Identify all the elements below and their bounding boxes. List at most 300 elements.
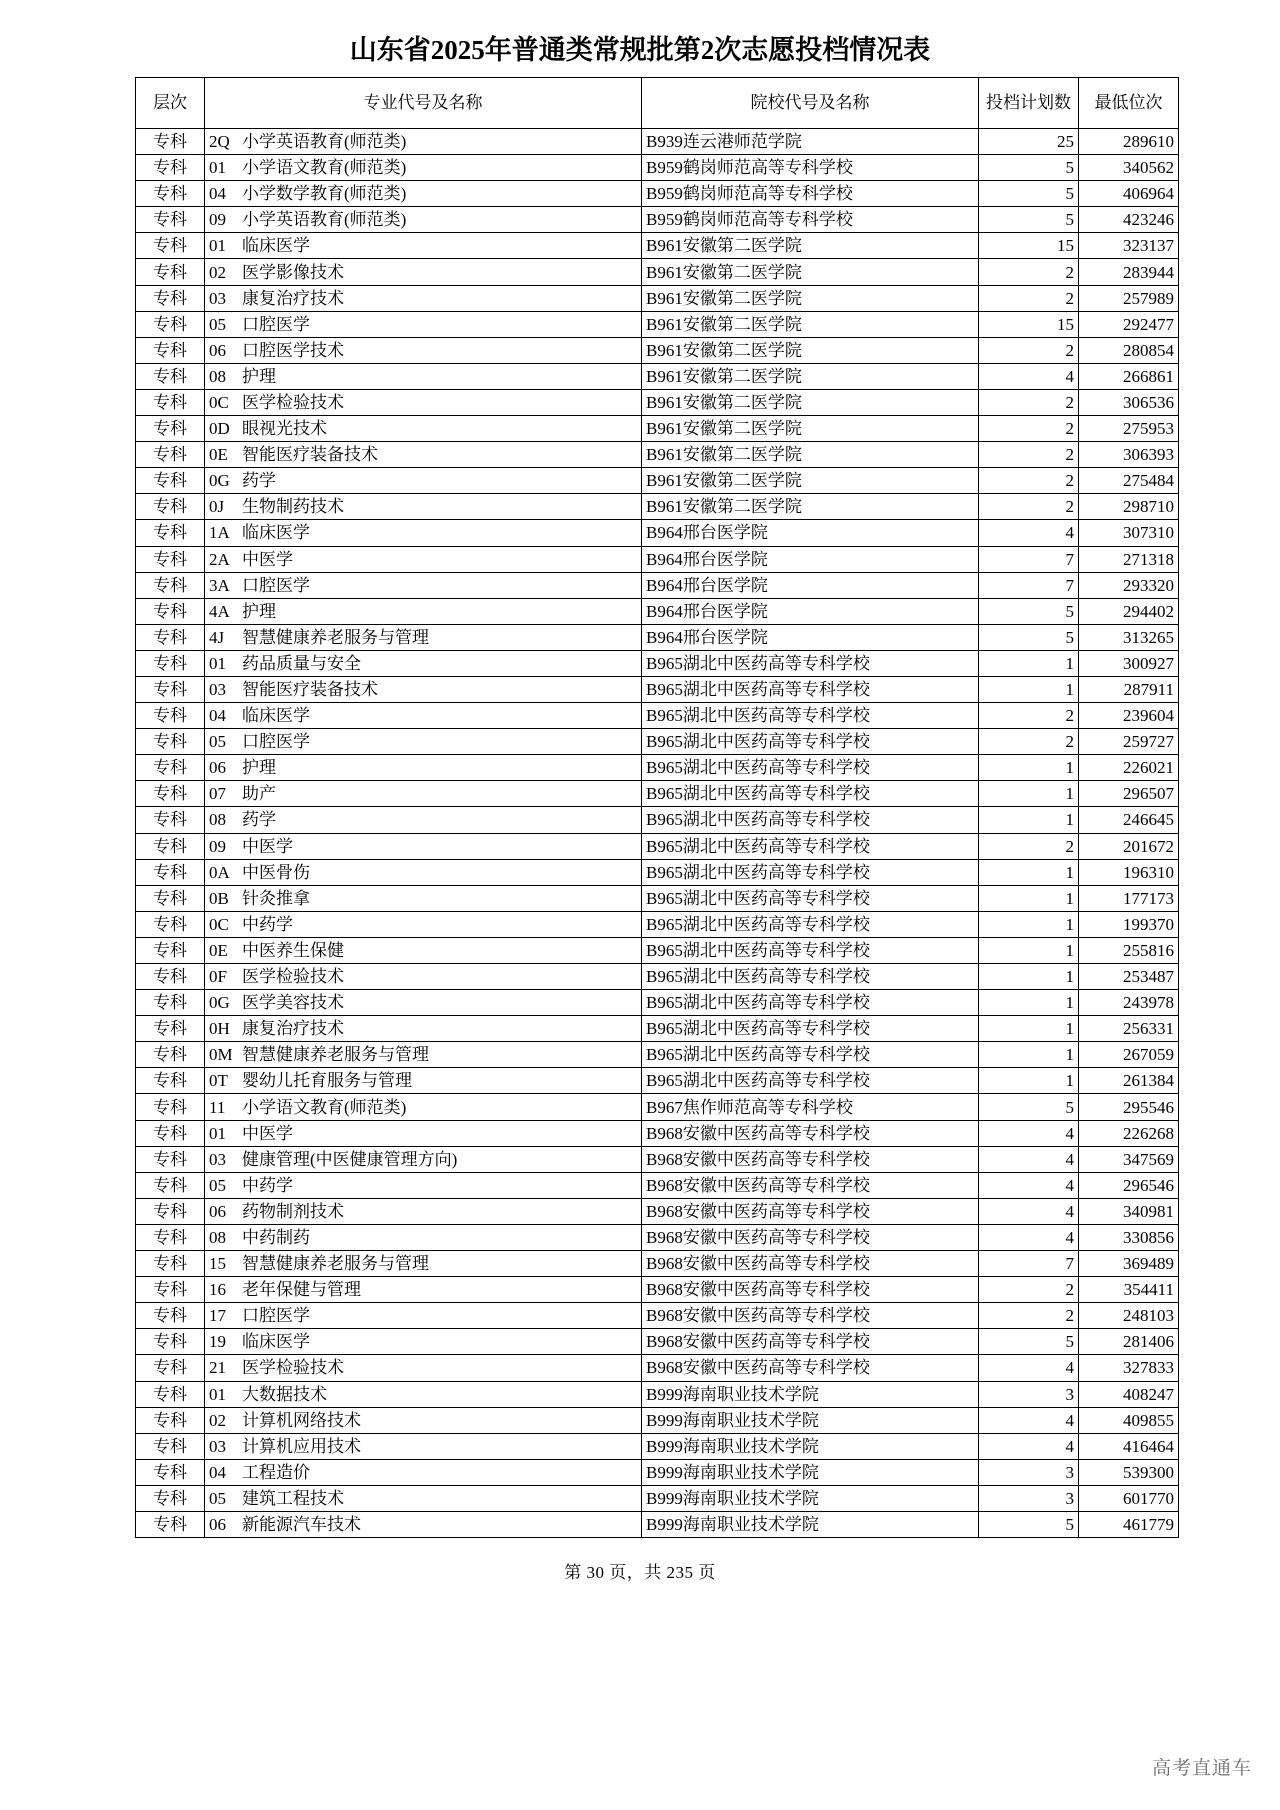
cell-school: B968安徽中医药高等专科学校 [642,1329,979,1355]
major-name: 中医学 [242,836,293,856]
cell-level: 专科 [136,807,205,833]
major-code: 05 [209,1175,226,1195]
major-code: 05 [209,732,226,752]
cell-min-rank: 275484 [1079,468,1179,494]
cell-school: B968安徽中医药高等专科学校 [642,1172,979,1198]
cell-level: 专科 [136,1172,205,1198]
major-code: 0G [209,471,230,491]
cell-min-rank: 226268 [1079,1120,1179,1146]
cell-school: B968安徽中医药高等专科学校 [642,1120,979,1146]
cell-major [205,337,642,363]
cell-major [205,1355,642,1381]
cell-major [205,285,642,311]
major-name: 口腔医学 [242,575,310,595]
major-code: 08 [209,1227,226,1247]
table-row [136,546,1179,572]
cell-min-rank: 248103 [1079,1303,1179,1329]
cell-plan-count: 4 [979,1407,1079,1433]
major-code: 2Q [209,132,230,152]
cell-plan-count: 7 [979,546,1079,572]
cell-school: B959鹤岗师范高等专科学校 [642,155,979,181]
major-name: 护理 [242,366,276,386]
cell-school: B968安徽中医药高等专科学校 [642,1251,979,1277]
major-name: 建筑工程技术 [242,1488,344,1508]
table-row [136,1224,1179,1250]
cell-level: 专科 [136,598,205,624]
table-row [136,807,1179,833]
table-row [136,1016,1179,1042]
cell-school: B961安徽第二医学院 [642,233,979,259]
cell-min-rank: 307310 [1079,520,1179,546]
cell-major [205,1329,642,1355]
cell-plan-count: 1 [979,859,1079,885]
cell-school: B965湖北中医药高等专科学校 [642,964,979,990]
cell-min-rank: 293320 [1079,572,1179,598]
major-code: 09 [209,836,226,856]
cell-level: 专科 [136,1381,205,1407]
major-name: 小学语文教育(师范类) [242,158,407,178]
cell-level: 专科 [136,650,205,676]
cell-min-rank: 201672 [1079,833,1179,859]
major-name: 口腔医学 [242,1306,310,1326]
cell-school: B968安徽中医药高等专科学校 [642,1146,979,1172]
header-row [136,78,1179,129]
major-name: 药品质量与安全 [242,653,361,673]
table-container [135,77,1174,1538]
major-code: 01 [209,653,226,673]
column-header-rank: 最低位次 [1079,78,1179,129]
major-code: 06 [209,1201,226,1221]
major-name: 口腔医学技术 [242,340,344,360]
column-header-plan: 投档计划数 [979,78,1079,129]
cell-min-rank: 323137 [1079,233,1179,259]
cell-level: 专科 [136,990,205,1016]
major-code: 0A [209,862,230,882]
cell-level: 专科 [136,155,205,181]
cell-plan-count: 15 [979,233,1079,259]
cell-school: B965湖北中医药高等专科学校 [642,1042,979,1068]
major-name: 小学英语教育(师范类) [242,210,407,230]
cell-plan-count: 5 [979,207,1079,233]
cell-level: 专科 [136,1407,205,1433]
table-body [136,129,1179,1538]
major-code: 05 [209,1488,226,1508]
cell-major [205,259,642,285]
cell-major [205,546,642,572]
cell-min-rank: 266861 [1079,363,1179,389]
table-row [136,781,1179,807]
cell-plan-count: 3 [979,1485,1079,1511]
major-code: 0E [209,445,228,465]
major-code: 06 [209,758,226,778]
cell-major [205,233,642,259]
cell-plan-count: 4 [979,1355,1079,1381]
cell-level: 专科 [136,572,205,598]
table-row [136,1198,1179,1224]
major-code: 0E [209,940,228,960]
cell-level: 专科 [136,1459,205,1485]
major-name: 小学数学教育(师范类) [242,184,407,204]
cell-min-rank: 281406 [1079,1329,1179,1355]
major-name: 工程造价 [242,1462,310,1482]
table-row [136,1146,1179,1172]
cell-level: 专科 [136,233,205,259]
cell-level: 专科 [136,129,205,155]
cell-major [205,807,642,833]
cell-plan-count: 4 [979,520,1079,546]
major-name: 康复治疗技术 [242,288,344,308]
cell-major [205,1120,642,1146]
major-name: 计算机网络技术 [242,1410,361,1430]
cell-min-rank: 306393 [1079,442,1179,468]
cell-level: 专科 [136,285,205,311]
cell-plan-count: 1 [979,807,1079,833]
cell-school: B965湖北中医药高等专科学校 [642,833,979,859]
major-name: 小学语文教育(师范类) [242,1097,407,1117]
cell-major [205,703,642,729]
cell-plan-count: 1 [979,885,1079,911]
cell-level: 专科 [136,676,205,702]
cell-plan-count: 4 [979,1172,1079,1198]
cell-level: 专科 [136,911,205,937]
cell-min-rank: 306536 [1079,389,1179,415]
table-row [136,1381,1179,1407]
cell-major [205,442,642,468]
cell-school: B965湖北中医药高等专科学校 [642,1068,979,1094]
cell-school: B968安徽中医药高等专科学校 [642,1277,979,1303]
major-code: 06 [209,340,226,360]
major-code: 03 [209,1149,226,1169]
cell-level: 专科 [136,1277,205,1303]
cell-level: 专科 [136,937,205,963]
cell-plan-count: 5 [979,1511,1079,1537]
major-code: 15 [209,1254,226,1274]
cell-plan-count: 2 [979,729,1079,755]
table-row [136,598,1179,624]
cell-school: B961安徽第二医学院 [642,389,979,415]
cell-major [205,416,642,442]
table-row [136,1459,1179,1485]
cell-major [205,468,642,494]
table-row [136,416,1179,442]
major-code: 01 [209,1384,226,1404]
cell-plan-count: 3 [979,1381,1079,1407]
major-name: 医学影像技术 [242,262,344,282]
admission-table [135,77,1179,1538]
cell-plan-count: 2 [979,416,1079,442]
table-row [136,442,1179,468]
cell-school: B965湖北中医药高等专科学校 [642,937,979,963]
cell-plan-count: 1 [979,964,1079,990]
cell-major [205,1433,642,1459]
major-code: 07 [209,784,226,804]
major-name: 临床医学 [242,523,310,543]
cell-plan-count: 2 [979,468,1079,494]
cell-major [205,311,642,337]
cell-plan-count: 2 [979,389,1079,415]
cell-level: 专科 [136,416,205,442]
major-name: 生物制药技术 [242,497,344,517]
cell-min-rank: 330856 [1079,1224,1179,1250]
cell-school: B999海南职业技术学院 [642,1511,979,1537]
major-name: 中医学 [242,549,293,569]
cell-min-rank: 255816 [1079,937,1179,963]
cell-min-rank: 289610 [1079,129,1179,155]
cell-school: B999海南职业技术学院 [642,1485,979,1511]
table-row [136,494,1179,520]
major-name: 智慧健康养老服务与管理 [242,1045,429,1065]
cell-major [205,494,642,520]
cell-school: B999海南职业技术学院 [642,1433,979,1459]
cell-level: 专科 [136,207,205,233]
cell-min-rank: 280854 [1079,337,1179,363]
table-row [136,520,1179,546]
major-name: 药学 [242,471,276,491]
cell-level: 专科 [136,833,205,859]
cell-min-rank: 275953 [1079,416,1179,442]
cell-major [205,1172,642,1198]
cell-level: 专科 [136,259,205,285]
major-code: 3A [209,575,230,595]
cell-level: 专科 [136,964,205,990]
cell-level: 专科 [136,1433,205,1459]
cell-school: B965湖北中医药高等专科学校 [642,807,979,833]
cell-min-rank: 283944 [1079,259,1179,285]
table-row [136,885,1179,911]
cell-level: 专科 [136,781,205,807]
cell-plan-count: 4 [979,1120,1079,1146]
cell-plan-count: 1 [979,937,1079,963]
cell-level: 专科 [136,1042,205,1068]
cell-min-rank: 298710 [1079,494,1179,520]
cell-min-rank: 340981 [1079,1198,1179,1224]
table-row [136,1329,1179,1355]
cell-major [205,129,642,155]
cell-plan-count: 1 [979,1042,1079,1068]
major-name: 中医骨伤 [242,862,310,882]
cell-min-rank: 177173 [1079,885,1179,911]
cell-school: B961安徽第二医学院 [642,468,979,494]
column-header-level: 层次 [136,78,205,129]
cell-major [205,1016,642,1042]
cell-min-rank: 246645 [1079,807,1179,833]
table-row [136,129,1179,155]
cell-school: B965湖北中医药高等专科学校 [642,990,979,1016]
cell-min-rank: 243978 [1079,990,1179,1016]
major-name: 临床医学 [242,236,310,256]
cell-level: 专科 [136,181,205,207]
cell-school: B964邢台医学院 [642,520,979,546]
cell-major [205,650,642,676]
cell-min-rank: 408247 [1079,1381,1179,1407]
major-name: 老年保健与管理 [242,1280,361,1300]
cell-major [205,1042,642,1068]
major-name: 中药制药 [242,1227,310,1247]
cell-major [205,1485,642,1511]
cell-min-rank: 292477 [1079,311,1179,337]
major-name: 助产 [242,784,276,804]
table-row [136,624,1179,650]
major-name: 新能源汽车技术 [242,1515,361,1535]
cell-school: B968安徽中医药高等专科学校 [642,1198,979,1224]
cell-level: 专科 [136,546,205,572]
table-row [136,1042,1179,1068]
major-name: 医学检验技术 [242,1358,344,1378]
cell-major [205,598,642,624]
major-code: 0H [209,1019,230,1039]
major-code: 06 [209,1515,226,1535]
cell-plan-count: 1 [979,1068,1079,1094]
cell-level: 专科 [136,1303,205,1329]
major-name: 智能医疗装备技术 [242,680,378,700]
major-code: 0F [209,967,227,987]
table-row [136,1303,1179,1329]
table-row [136,233,1179,259]
table-header [136,78,1179,129]
cell-school: B961安徽第二医学院 [642,337,979,363]
major-name: 中药学 [242,914,293,934]
cell-min-rank: 423246 [1079,207,1179,233]
cell-level: 专科 [136,389,205,415]
cell-plan-count: 1 [979,755,1079,781]
cell-level: 专科 [136,1485,205,1511]
cell-school: B968安徽中医药高等专科学校 [642,1224,979,1250]
cell-min-rank: 257989 [1079,285,1179,311]
cell-level: 专科 [136,1224,205,1250]
table-row [136,285,1179,311]
table-row [136,729,1179,755]
cell-school: B961安徽第二医学院 [642,416,979,442]
cell-school: B961安徽第二医学院 [642,494,979,520]
major-name: 智慧健康养老服务与管理 [242,1254,429,1274]
cell-major [205,1381,642,1407]
cell-school: B965湖北中医药高等专科学校 [642,1016,979,1042]
cell-school: B968安徽中医药高等专科学校 [642,1355,979,1381]
table-row [136,1511,1179,1537]
cell-school: B961安徽第二医学院 [642,442,979,468]
major-code: 05 [209,314,226,334]
cell-major [205,781,642,807]
cell-min-rank: 239604 [1079,703,1179,729]
cell-level: 专科 [136,442,205,468]
cell-school: B964邢台医学院 [642,598,979,624]
cell-plan-count: 2 [979,1303,1079,1329]
major-code: 0D [209,419,230,439]
major-name: 智能医疗装备技术 [242,445,378,465]
cell-min-rank: 196310 [1079,859,1179,885]
major-code: 0T [209,1071,228,1091]
cell-plan-count: 1 [979,911,1079,937]
cell-level: 专科 [136,1094,205,1120]
cell-major [205,964,642,990]
table-row [136,755,1179,781]
cell-major [205,624,642,650]
table-row [136,311,1179,337]
table-row [136,1485,1179,1511]
cell-major [205,1459,642,1485]
major-name: 护理 [242,601,276,621]
cell-plan-count: 5 [979,624,1079,650]
cell-major [205,1511,642,1537]
cell-school: B965湖北中医药高等专科学校 [642,676,979,702]
major-code: 0G [209,993,230,1013]
cell-school: B961安徽第二医学院 [642,363,979,389]
cell-school: B999海南职业技术学院 [642,1381,979,1407]
cell-major [205,1094,642,1120]
cell-plan-count: 2 [979,833,1079,859]
major-code: 0B [209,888,229,908]
cell-school: B959鹤岗师范高等专科学校 [642,207,979,233]
cell-plan-count: 5 [979,1329,1079,1355]
cell-min-rank: 327833 [1079,1355,1179,1381]
cell-plan-count: 1 [979,1016,1079,1042]
major-code: 08 [209,366,226,386]
cell-major [205,1407,642,1433]
cell-major [205,676,642,702]
cell-school: B939连云港师范学院 [642,129,979,155]
table-row [136,1251,1179,1277]
cell-major [205,1224,642,1250]
cell-school: B961安徽第二医学院 [642,285,979,311]
major-name: 大数据技术 [242,1384,327,1404]
major-code: 4J [209,627,225,647]
major-code: 04 [209,1462,226,1482]
cell-level: 专科 [136,1355,205,1381]
cell-school: B965湖北中医药高等专科学校 [642,650,979,676]
major-code: 04 [209,184,226,204]
major-code: 04 [209,706,226,726]
major-name: 健康管理(中医健康管理方向) [242,1149,458,1169]
major-code: 16 [209,1280,226,1300]
cell-min-rank: 267059 [1079,1042,1179,1068]
table-row [136,468,1179,494]
cell-plan-count: 2 [979,259,1079,285]
cell-plan-count: 4 [979,1198,1079,1224]
major-name: 医学检验技术 [242,967,344,987]
major-code: 4A [209,601,230,621]
cell-plan-count: 1 [979,650,1079,676]
cell-plan-count: 2 [979,337,1079,363]
cell-school: B965湖北中医药高等专科学校 [642,911,979,937]
cell-school: B964邢台医学院 [642,624,979,650]
major-code: 03 [209,1436,226,1456]
cell-plan-count: 5 [979,181,1079,207]
major-code: 0C [209,392,229,412]
major-name: 药学 [242,810,276,830]
cell-major [205,833,642,859]
cell-major [205,389,642,415]
cell-plan-count: 4 [979,1433,1079,1459]
major-code: 08 [209,810,226,830]
cell-min-rank: 226021 [1079,755,1179,781]
cell-plan-count: 15 [979,311,1079,337]
cell-min-rank: 296546 [1079,1172,1179,1198]
cell-school: B964邢台医学院 [642,546,979,572]
cell-major [205,1068,642,1094]
table-row [136,389,1179,415]
cell-plan-count: 2 [979,285,1079,311]
cell-plan-count: 2 [979,442,1079,468]
cell-min-rank: 461779 [1079,1511,1179,1537]
table-row [136,703,1179,729]
cell-major [205,1251,642,1277]
major-code: 21 [209,1358,226,1378]
cell-plan-count: 5 [979,1094,1079,1120]
major-name: 眼视光技术 [242,419,327,439]
cell-level: 专科 [136,1146,205,1172]
major-name: 中医养生保健 [242,940,344,960]
table-row [136,207,1179,233]
